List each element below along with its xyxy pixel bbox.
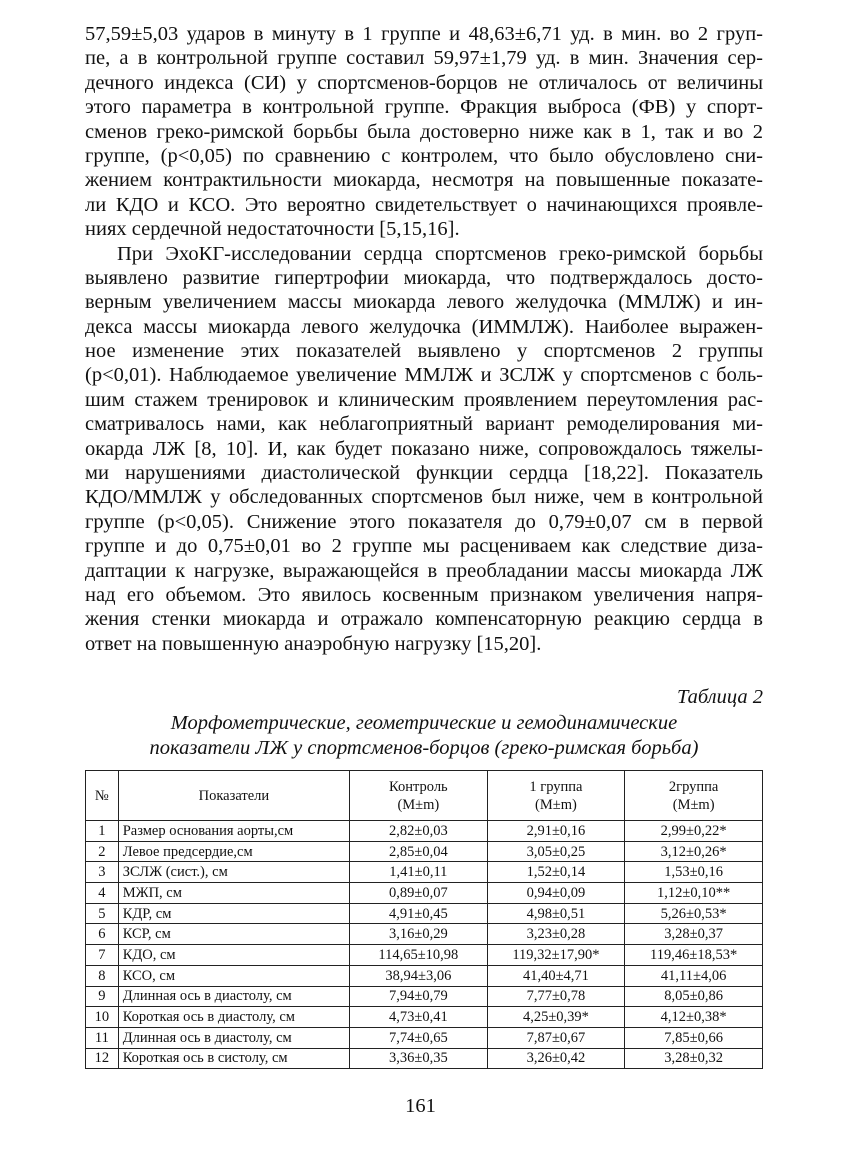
cell-group2: 2,99±0,22*	[625, 821, 763, 842]
cell-control: 4,73±0,41	[350, 1007, 487, 1028]
table-title	[85, 711, 763, 761]
cell-num: 1	[86, 821, 119, 842]
cell-control: 3,16±0,29	[350, 924, 487, 945]
table-row	[86, 965, 763, 986]
text-line: КДО/ММЛЖ у обследованных спортсменов был ниже, чем в контрольной	[85, 486, 763, 509]
cell-num: 7	[86, 945, 119, 966]
text-line: даптации к нагрузке, выражающейся в преобладании массы миокарда ЛЖ	[85, 559, 763, 582]
table-row	[86, 945, 763, 966]
cell-group2: 3,28±0,37	[625, 924, 763, 945]
cell-group1: 41,40±4,71	[487, 965, 625, 986]
cell-control: 114,65±10,98	[350, 945, 487, 966]
text-line: 57,59±5,03 ударов в минуту в 1 группе и 48,63±6,71 уд. в мин. во 2 груп-	[85, 23, 763, 45]
header-group1	[487, 771, 625, 821]
cell-control: 38,94±3,06	[350, 965, 487, 986]
table-row	[86, 1027, 763, 1048]
text-line: пе, а в контрольной группе составил 59,97±1,79 уд. в мин. Значения сер-	[85, 47, 763, 70]
cell-num: 2	[86, 841, 119, 862]
cell-group1: 0,94±0,09	[487, 883, 625, 904]
header-group2-label: 2группа	[668, 778, 719, 795]
text-line: жением контрактильности миокарда, несмотря на повышенные показате-	[85, 169, 763, 192]
cell-num: 6	[86, 924, 119, 945]
table-title-line: показатели ЛЖ у спортсменов-борцов (греко-римская борьба)	[149, 737, 699, 759]
cell-indicator: Короткая ось в диастолу, см	[118, 1007, 349, 1028]
cell-indicator: МЖП, см	[118, 883, 349, 904]
cell-control: 7,94±0,79	[350, 986, 487, 1007]
cell-indicator: Левое предсердие,см	[118, 841, 349, 862]
paragraph-1	[85, 22, 763, 242]
table-row	[86, 1048, 763, 1069]
text-line: верным увеличением массы миокарда левого желудочка (ММЛЖ) и ин-	[85, 291, 763, 314]
text-line: группе и до 0,75±0,01 во 2 группе мы расцениваем как следствие диза-	[85, 535, 763, 558]
cell-num: 8	[86, 965, 119, 986]
header-group2	[625, 771, 763, 821]
table-row	[86, 903, 763, 924]
cell-control: 2,82±0,03	[350, 821, 487, 842]
data-table	[85, 770, 763, 1069]
header-num: №	[86, 771, 119, 821]
cell-group2: 7,85±0,66	[625, 1027, 763, 1048]
cell-group1: 3,23±0,28	[487, 924, 625, 945]
cell-control: 2,85±0,04	[350, 841, 487, 862]
text-line: (p<0,01). Наблюдаемое увеличение ММЛЖ и ЗСЛЖ у спортсменов с боль-	[85, 364, 763, 387]
cell-group2: 1,53±0,16	[625, 862, 763, 883]
header-indicator: Показатели	[118, 771, 349, 821]
table-row	[86, 1007, 763, 1028]
cell-group1: 7,77±0,78	[487, 986, 625, 1007]
cell-indicator: КДР, см	[118, 903, 349, 924]
header-group2-unit: (M±m)	[672, 796, 715, 813]
text-line: При ЭхоКГ-исследовании сердца спортсменов греко-римской борьбы	[117, 242, 763, 265]
table-row	[86, 883, 763, 904]
header-control-label: Контроль	[389, 778, 448, 795]
table-row	[86, 841, 763, 862]
text-line: ответ на повышенную анаэробную нагрузку [15,20].	[85, 632, 542, 655]
cell-control: 3,36±0,35	[350, 1048, 487, 1069]
cell-group2: 5,26±0,53*	[625, 903, 763, 924]
cell-indicator: КСО, см	[118, 965, 349, 986]
body-text	[85, 22, 763, 656]
text-line: шим стажем тренировок и клиническим проявлением переутомления рас-	[85, 388, 763, 411]
table-row	[86, 862, 763, 883]
cell-num: 3	[86, 862, 119, 883]
cell-group1: 1,52±0,14	[487, 862, 625, 883]
text-line: этого параметра в контрольной группе. Фракция выброса (ФВ) у спорт-	[85, 96, 763, 119]
text-line: группе (p<0,05). Снижение этого показателя до 0,79±0,07 см в первой	[85, 510, 763, 533]
page-number: 161	[405, 1095, 436, 1117]
cell-indicator: Размер основания аорты,см	[118, 821, 349, 842]
text-line: над его объемом. Это явилось косвенным признаком увеличения напря-	[85, 583, 763, 606]
text-line: ми нарушениями диастолической функции сердца [18,22]. Показатель	[85, 462, 763, 485]
cell-group2: 3,28±0,32	[625, 1048, 763, 1069]
cell-num: 12	[86, 1048, 119, 1069]
cell-group2: 4,12±0,38*	[625, 1007, 763, 1028]
cell-group1: 4,98±0,51	[487, 903, 625, 924]
cell-group1: 7,87±0,67	[487, 1027, 625, 1048]
text-line: ли КДО и КСО. Это вероятно свидетельствует о начинающихся проявле-	[85, 193, 763, 216]
cell-control: 1,41±0,11	[350, 862, 487, 883]
cell-group1: 3,05±0,25	[487, 841, 625, 862]
table-header	[86, 771, 763, 821]
cell-indicator: Длинная ось в диастолу, см	[118, 1027, 349, 1048]
cell-indicator: Длинная ось в диастолу, см	[118, 986, 349, 1007]
table-row	[86, 821, 763, 842]
text-line: окарда ЛЖ [8, 10]. И, как будет показано ниже, сопровождалось тяжелы-	[85, 437, 763, 460]
cell-group1: 3,26±0,42	[487, 1048, 625, 1069]
table-header-row	[86, 771, 763, 821]
cell-group1: 4,25±0,39*	[487, 1007, 625, 1028]
header-control-unit: (M±m)	[397, 796, 440, 813]
cell-group2: 3,12±0,26*	[625, 841, 763, 862]
cell-control: 7,74±0,65	[350, 1027, 487, 1048]
text-line: сматривалось нами, как неблагоприятный вариант ремоделирования ми-	[85, 413, 763, 436]
cell-control: 4,91±0,45	[350, 903, 487, 924]
cell-num: 10	[86, 1007, 119, 1028]
paragraph-2	[85, 242, 763, 657]
table-title-line: Морфометрические, геометрические и гемодинамические	[170, 712, 678, 734]
cell-indicator: Короткая ось в систолу, см	[118, 1048, 349, 1069]
text-line: дечного индекса (СИ) у спортсменов-борцов не отличалось от величины	[85, 71, 763, 94]
cell-num: 4	[86, 883, 119, 904]
cell-group1: 2,91±0,16	[487, 821, 625, 842]
cell-indicator: ЗСЛЖ (сист.), см	[118, 862, 349, 883]
header-group1-unit: (M±m)	[535, 796, 577, 813]
cell-num: 11	[86, 1027, 119, 1048]
text-line: выявлено развитие гипертрофии миокарда, что подтверждалось досто-	[85, 266, 763, 289]
cell-num: 5	[86, 903, 119, 924]
text-line: сменов греко-римской борьбы была достоверно ниже как в 1, так и во 2	[85, 120, 763, 143]
cell-num: 9	[86, 986, 119, 1007]
cell-control: 0,89±0,07	[350, 883, 487, 904]
cell-group2: 119,46±18,53*	[625, 945, 763, 966]
table-body	[86, 821, 763, 1069]
header-group1-label: 1 группа	[529, 778, 583, 795]
header-control	[350, 771, 487, 821]
cell-group2: 41,11±4,06	[625, 965, 763, 986]
text-line: ниях сердечной недостаточности [5,15,16].	[85, 218, 460, 241]
cell-group2: 1,12±0,10**	[625, 883, 763, 904]
text-line: декса массы миокарда левого желудочка (ИММЛЖ). Наиболее выражен-	[85, 315, 763, 338]
table-row	[86, 986, 763, 1007]
cell-group1: 119,32±17,90*	[487, 945, 625, 966]
cell-indicator: КДО, см	[118, 945, 349, 966]
table-row	[86, 924, 763, 945]
cell-group2: 8,05±0,86	[625, 986, 763, 1007]
text-line: группе, (p<0,05) по сравнению с контролем, что было обусловлено сни-	[85, 144, 763, 167]
table-label: Таблица 2	[676, 686, 763, 708]
cell-indicator: КСР, см	[118, 924, 349, 945]
text-line: жения стенки миокарда и отражало компенсаторную реакцию сердца в	[85, 608, 763, 631]
text-line: ное изменение этих показателей выявлено у спортсменов 2 группы	[85, 340, 763, 363]
